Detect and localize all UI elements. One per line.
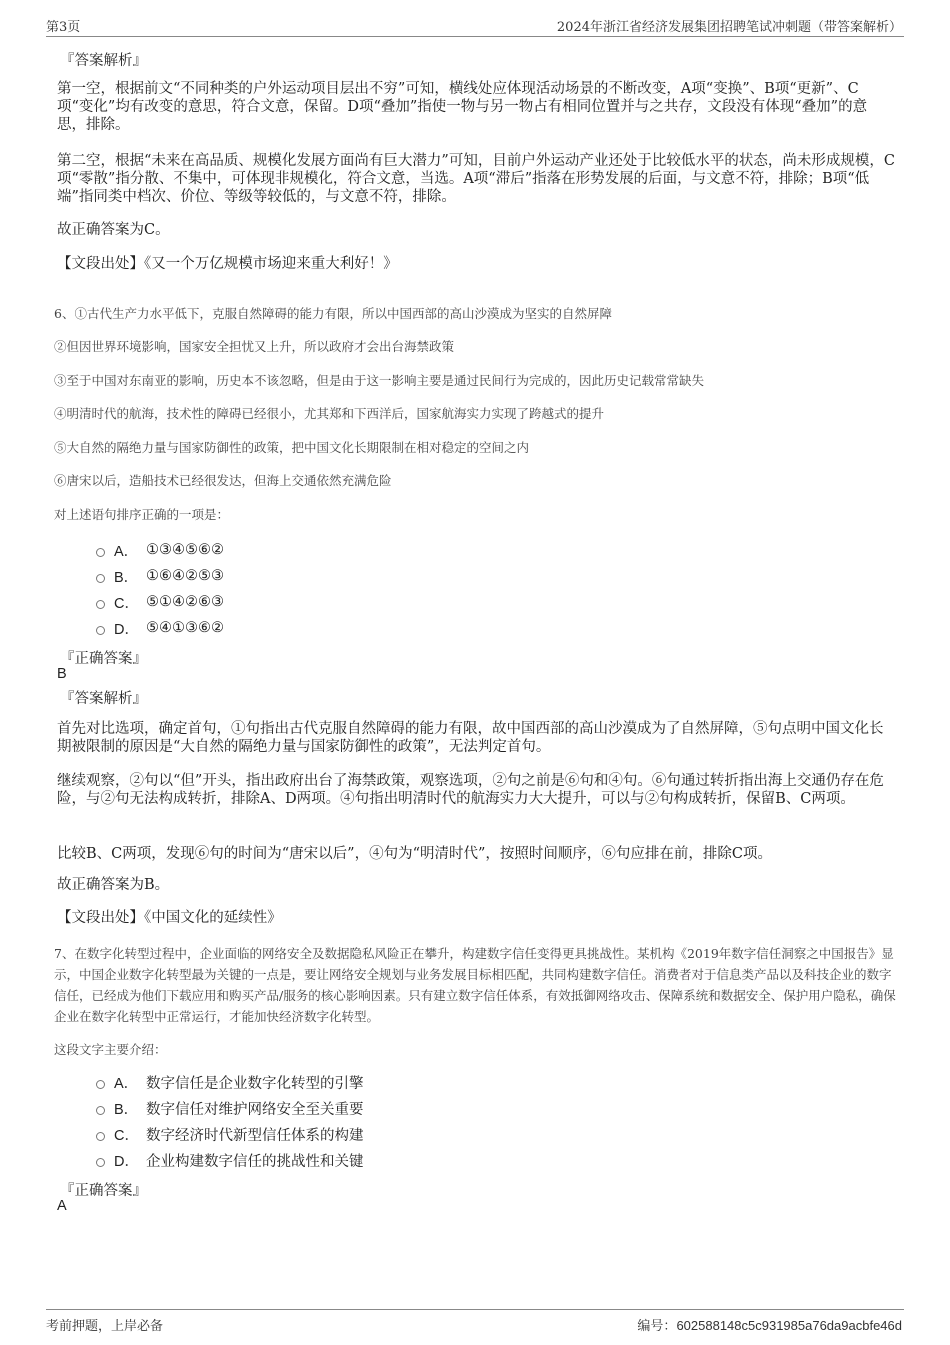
q6-option-c[interactable] [96,592,224,612]
option-text: ⑤①④②⑥③ [146,594,224,610]
q5-analysis-tag: 『答案解析』 [60,53,147,69]
page-footer [46,1309,904,1334]
option-text: 企业构建数字信任的挑战性和关键 [146,1153,364,1170]
q6-analysis-para-2: 继续观察，②句以“但”开头，指出政府出台了海禁政策，观察选项，②句之前是⑥句和④句。⑥句通过转折指出海上交通仍存在危险，与②句无法构成转折，排除A、D两项。④句指出明清时代的航海实力大大提升，可以与②句构成转折，保留B、C两项。 [57,773,884,807]
q7-option-a[interactable] [96,1072,364,1092]
document-title: 2024年浙江省经济发展集团招聘笔试冲刺题（带答案解析） [556,20,902,35]
radio-icon[interactable] [96,1158,105,1167]
q6-sentence-4: ④明清时代的航海，技术性的障碍已经很小，尤其郑和下西洋后，国家航海实力实现了跨越式的提升 [54,406,605,421]
option-key: A． [114,1075,139,1092]
q6-source: 【文段出处】《中国文化的延续性》 [57,910,282,926]
q6-option-a[interactable] [96,540,224,560]
q6-prompt: 对上述语句排序正确的一项是： [54,507,230,522]
option-text: 数字信任是企业数字化转型的引擎 [146,1075,364,1092]
page-number: 第3页 [46,20,81,35]
q7-answer: A [57,1198,67,1214]
option-key: D． [114,1153,139,1170]
q6-sentence-5: ⑤大自然的隔绝力量与国家防御性的政策，把中国文化长期限制在相对稳定的空间之内 [54,440,530,455]
footer-slogan: 考前押题，上岸必备 [46,1319,164,1334]
q5-source: 【文段出处】《又一个万亿规模市场迎来重大利好！》 [57,256,398,272]
q5-analysis-para-1: 第一空，根据前文“不同种类的户外运动项目层出不穷”可知，横线处应体现活动场景的不断改变，A项“变换”、B项“更新”、C项“变化”均有改变的意思，符合文意，保留。D项“叠加”指使一物与另一物占有相同位置并与之共存，文段没有体现“叠加”的意思，排除。 [57,81,868,133]
option-key: D． [114,621,139,638]
option-key: A． [114,543,139,560]
q6-analysis-tag: 『答案解析』 [60,691,147,707]
q6-conclusion: 故正确答案为B。 [57,877,170,893]
q6-sentence-6: ⑥唐宋以后，造船技术已经很发达，但海上交通依然充满危险 [54,473,392,488]
q7-answer-tag: 『正确答案』 [60,1183,147,1199]
q6-sentence-1: 6、①古代生产力水平低下，克服自然障碍的能力有限，所以中国西部的高山沙漠成为坚实的自然屏障 [54,306,612,321]
radio-icon[interactable] [96,600,105,609]
radio-icon[interactable] [96,626,105,635]
q6-analysis-para-3: 比较B、C两项，发现⑥句的时间为“唐宋以后”，④句为“明清时代”，按照时间顺序，⑥句应排在前，排除C项。 [57,846,772,862]
code-value: 602588148c5c931985a76da9acbfe46d [676,1318,902,1333]
option-key: C． [114,595,139,612]
radio-icon[interactable] [96,1106,105,1115]
q7-stem: 7、在数字化转型过程中，企业面临的网络安全及数据隐私风险正在攀升，构建数字信任变得更具挑战性。某机构《2019年数字信任洞察之中国报告》显示，中国企业数字化转型最为关键的一点是，要让网络安全规划与业务发展目标相匹配，共同构建数字信任。消费者对于信息类产品以及科技企业的数字信任，已经成为他们下载应用和购买产品/服务的核心影响因素。只有建立数字信任体系，有效抵御网络攻击、保障系统和数据安全、保护用户隐私，确保企业在数字化转型中正常运行，才能加快经济数字化转型。 [54,946,896,1024]
q6-answer-tag: 『正确答案』 [60,651,147,667]
option-key: B． [114,1101,139,1118]
q7-option-b[interactable] [96,1098,364,1118]
q6-analysis-para-1: 首先对比选项，确定首句，①句指出古代克服自然障碍的能力有限，故中国西部的高山沙漠成为了自然屏障，⑤句点明中国文化长期被限制的原因是“大自然的隔绝力量与国家防御性的政策”，无法判定首句。 [57,721,884,755]
option-key: B． [114,569,139,586]
radio-icon[interactable] [96,1132,105,1141]
option-text: ①③④⑤⑥② [146,542,224,558]
q7-option-d[interactable] [96,1150,364,1170]
q6-sentence-2: ②但因世界环境影响，国家安全担忧又上升，所以政府才会出台海禁政策 [54,339,455,354]
q6-sentence-3: ③至于中国对东南亚的影响，历史本不该忽略，但是由于这一影响主要是通过民间行为完成的，因此历史记载常常缺失 [54,373,705,388]
option-text: 数字经济时代新型信任体系的构建 [146,1127,364,1144]
document-code [637,1315,902,1334]
page-header [46,14,904,37]
q5-analysis-para-2: 第二空，根据“未来在高品质、规模化发展方面尚有巨大潜力”可知，目前户外运动产业还处于比较低水平的状态，尚未形成规模，C项“零散”指分散、不集中，可体现非规模化，符合文意，当选。A项“滞后”指落在形势发展的后面，与文意不符，排除；B项“低端”指同类中档次、价位、等级等较低的，与文意不符，排除。 [57,153,895,205]
option-key: C． [114,1127,139,1144]
option-text: ①⑥④②⑤③ [146,568,224,584]
q6-option-b[interactable] [96,566,224,586]
option-text: ⑤④①③⑥② [146,620,224,636]
q6-option-d[interactable] [96,618,224,638]
radio-icon[interactable] [96,1080,105,1089]
radio-icon[interactable] [96,574,105,583]
q7-option-c[interactable] [96,1124,364,1144]
code-label: 编号： [637,1319,677,1334]
q5-conclusion: 故正确答案为C。 [57,222,170,238]
q7-prompt: 这段文字主要介绍： [54,1042,167,1057]
option-text: 数字信任对维护网络安全至关重要 [146,1101,364,1118]
q6-answer: B [57,666,67,682]
radio-icon[interactable] [96,548,105,557]
